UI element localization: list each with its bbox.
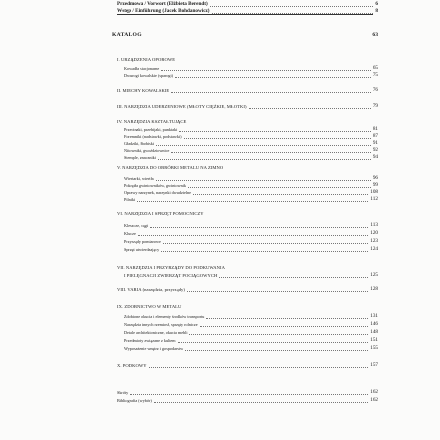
toc-entry-row bbox=[0, 222, 440, 229]
toc-entry-page-number: 113 bbox=[370, 222, 378, 228]
toc-entry-page-number: 155 bbox=[370, 345, 378, 351]
dot-leader bbox=[150, 227, 368, 228]
toc-entry-row bbox=[0, 72, 440, 79]
toc-entry-row bbox=[0, 65, 440, 72]
toc-entry-title: V. NARZĘDZIA DO OBRÓBKI METALU NA ZIMNO bbox=[117, 165, 224, 170]
dot-leader bbox=[175, 77, 371, 78]
toc-entry-row bbox=[0, 389, 440, 396]
toc-entry-row bbox=[0, 103, 440, 110]
toc-entry-title: Sprzęt utwierdzający bbox=[124, 247, 160, 252]
toc-entry-page-number: 76 bbox=[372, 87, 378, 93]
toc-entry-page-number: 75 bbox=[372, 72, 378, 78]
toc-entry-row bbox=[0, 118, 440, 125]
toc-entry-page-number: 91 bbox=[372, 140, 378, 146]
toc-entry-title: Klucze bbox=[124, 231, 136, 236]
toc-entry-page-number: 87 bbox=[372, 133, 378, 139]
toc-entry-row bbox=[0, 313, 440, 320]
toc-entry-page-number: 128 bbox=[370, 286, 378, 292]
dot-leader bbox=[179, 131, 371, 132]
front-matter-entry-title: Wstęp / Einführung (Jacek Bohdanowicz) bbox=[117, 8, 210, 14]
toc-entry-page-number: 112 bbox=[370, 196, 378, 202]
toc-entry-title: X. PODKOWY bbox=[117, 363, 147, 368]
toc-entry-row bbox=[0, 133, 440, 140]
toc-entry-page-number: 162 bbox=[370, 397, 378, 403]
toc-entry-page-number: 162 bbox=[370, 389, 378, 395]
toc-entry-page-number: 92 bbox=[372, 147, 378, 153]
toc-entry-page-number: 146 bbox=[370, 321, 378, 327]
toc-entry-page-number: 99 bbox=[372, 182, 378, 188]
dot-leader bbox=[156, 145, 371, 146]
toc-entry-title: Detale architektoniczne, okucia mebli bbox=[124, 330, 188, 335]
toc-entry-row bbox=[0, 87, 440, 94]
toc-entry-title: Pilniki bbox=[124, 197, 136, 202]
dot-leader bbox=[187, 291, 368, 292]
toc-entry-title: Narzędzia innych rzemiosł, sprzęty rolnicze bbox=[124, 322, 198, 327]
dot-leader bbox=[184, 138, 371, 139]
dot-leader bbox=[171, 152, 371, 153]
toc-entry-page-number: 79 bbox=[372, 103, 378, 109]
katalog-page-number: 63 bbox=[372, 32, 378, 38]
toc-entry-row bbox=[0, 147, 440, 154]
toc-entry-title: Wiertarki, wiertła bbox=[124, 176, 154, 181]
toc-entry-title: Przedmioty związane z kultem bbox=[124, 338, 176, 343]
toc-entry-title: I PIELĘGNACJI ZWIERZĄT POCIĄGOWYCH bbox=[124, 273, 218, 278]
toc-entry-title: VI. NARZĘDZIA I SPRZĘT POMOCNICZY bbox=[117, 211, 204, 216]
toc-entry-title: I. URZĄDZENIA OPOROWE bbox=[117, 57, 176, 62]
toc-entry-row bbox=[0, 154, 440, 161]
front-matter-entry-page-number: 8 bbox=[375, 8, 378, 14]
toc-entry-row bbox=[0, 196, 440, 203]
toc-entry-row bbox=[0, 182, 440, 189]
toc-entry-title: Kleszcze, cęgi bbox=[124, 223, 149, 228]
toc-entry-title: VIII. VARIA (narzędzia, przyrządy) bbox=[117, 287, 185, 292]
toc-entry-title: Przyrządy pomiarowe bbox=[124, 239, 161, 244]
toc-entry-row bbox=[0, 56, 440, 63]
dot-leader bbox=[138, 235, 368, 236]
dot-leader bbox=[185, 350, 368, 351]
toc-entry-page-number: 151 bbox=[370, 337, 378, 343]
toc-entry-page-number: 96 bbox=[372, 175, 378, 181]
toc-entry-page-number: 157 bbox=[370, 362, 378, 368]
dot-leader bbox=[137, 201, 368, 202]
dot-leader bbox=[161, 251, 368, 252]
dot-leader bbox=[219, 277, 368, 278]
toc-entry-row bbox=[0, 345, 440, 352]
katalog-heading: KATALOG bbox=[112, 32, 142, 38]
toc-entry-page-number: 123 bbox=[370, 238, 378, 244]
toc-entry-title: IX. ZDOBNICTWO W METALU bbox=[117, 304, 182, 309]
toc-entry-title: Stemple, znaczniki bbox=[124, 155, 156, 160]
toc-entry-page-number: 94 bbox=[372, 154, 378, 160]
toc-entry-title: Kowadła stacjonarne bbox=[124, 66, 160, 71]
dot-leader bbox=[178, 342, 368, 343]
toc-entry-page-number: 131 bbox=[370, 313, 378, 319]
toc-entry-page-number: 124 bbox=[370, 246, 378, 252]
toc-entry-row bbox=[0, 140, 440, 147]
dot-leader bbox=[149, 367, 368, 368]
toc-entry-row bbox=[0, 272, 440, 279]
dot-leader bbox=[130, 394, 368, 395]
dot-leader bbox=[249, 108, 371, 109]
toc-entry-page-number: 65 bbox=[372, 65, 378, 71]
toc-entry-title: IV. NARZĘDZIA KSZTAŁTUJĄCE bbox=[117, 119, 187, 124]
divider-line bbox=[117, 14, 373, 15]
toc-entry-title: VII. NARZĘDZIA I PRZYRZĄDY DO PODKUWANIA bbox=[117, 265, 225, 270]
dot-leader bbox=[193, 194, 368, 195]
front-matter-entry-title: Przedmowa / Vorwort (Elżbieta Berendt) bbox=[117, 1, 208, 7]
toc-entry-title: Pokrętła gwintowników, gwintownik bbox=[124, 183, 186, 188]
dot-leader bbox=[154, 402, 368, 403]
toc-entry-row bbox=[0, 337, 440, 344]
front-matter-entry-page-number: 6 bbox=[375, 1, 378, 7]
toc-entry-row bbox=[0, 189, 440, 196]
toc-entry-row bbox=[0, 164, 440, 171]
dot-leader bbox=[206, 318, 368, 319]
toc-entry-title: Foremniki (nadstawki, podstawki) bbox=[124, 134, 182, 139]
toc-entry-title: III. NARZĘDZIA UDERZENIOWE (MŁOTY CIĘŻKIE, MŁOTKI) bbox=[117, 104, 247, 109]
toc-entry-title: II. MIECHY KOWALSKIE bbox=[117, 88, 170, 93]
toc-entry-title: Wyposażenie wnętrz i gospodarstw bbox=[124, 346, 184, 351]
toc-entry-row bbox=[0, 286, 440, 293]
toc-entry-row bbox=[0, 362, 440, 369]
toc-entry-row bbox=[0, 321, 440, 328]
toc-entry-row bbox=[0, 210, 440, 217]
toc-entry-title: Dwurogi kowalskie (sparogi) bbox=[124, 73, 174, 78]
toc-entry-row bbox=[0, 175, 440, 182]
dot-leader bbox=[171, 92, 371, 93]
dot-leader bbox=[156, 180, 371, 181]
toc-entry-title: Zdobione okucia i elementy środków transportu bbox=[124, 314, 205, 319]
toc-entry-page-number: 120 bbox=[370, 230, 378, 236]
toc-entry-title: Skróty bbox=[117, 390, 129, 395]
dot-leader bbox=[210, 6, 373, 7]
dot-leader bbox=[161, 70, 371, 71]
toc-entry-row bbox=[0, 303, 440, 310]
toc-entry-page-number: 108 bbox=[370, 189, 378, 195]
toc-entry-row bbox=[0, 126, 440, 133]
toc-entry-page-number: 81 bbox=[372, 126, 378, 132]
toc-entry-row bbox=[0, 397, 440, 404]
toc-entry-row bbox=[0, 230, 440, 237]
toc-entry-row bbox=[0, 246, 440, 253]
toc-entry-row bbox=[0, 238, 440, 245]
dot-leader bbox=[163, 243, 368, 244]
toc-entry-page-number: 125 bbox=[370, 272, 378, 278]
toc-entry-title: Oprawy narzynek, narzynki dwudzielne bbox=[124, 190, 191, 195]
toc-entry-row bbox=[0, 264, 440, 271]
dot-leader bbox=[200, 326, 368, 327]
toc-entry-title: Gładziki, łbobiski bbox=[124, 141, 155, 146]
dot-leader bbox=[189, 334, 368, 335]
toc-entry-page-number: 148 bbox=[370, 329, 378, 335]
dot-leader bbox=[158, 159, 371, 160]
toc-entry-title: Bibliografia (wybór) bbox=[117, 398, 152, 403]
toc-entry-row bbox=[0, 329, 440, 336]
toc-entry-title: Nitowniki, gwoździownice bbox=[124, 148, 170, 153]
dot-leader bbox=[188, 187, 371, 188]
front-matter-entry-row bbox=[0, 1, 440, 8]
toc-entry-title: Przecinaki, przebijaki, punktaki bbox=[124, 127, 178, 132]
